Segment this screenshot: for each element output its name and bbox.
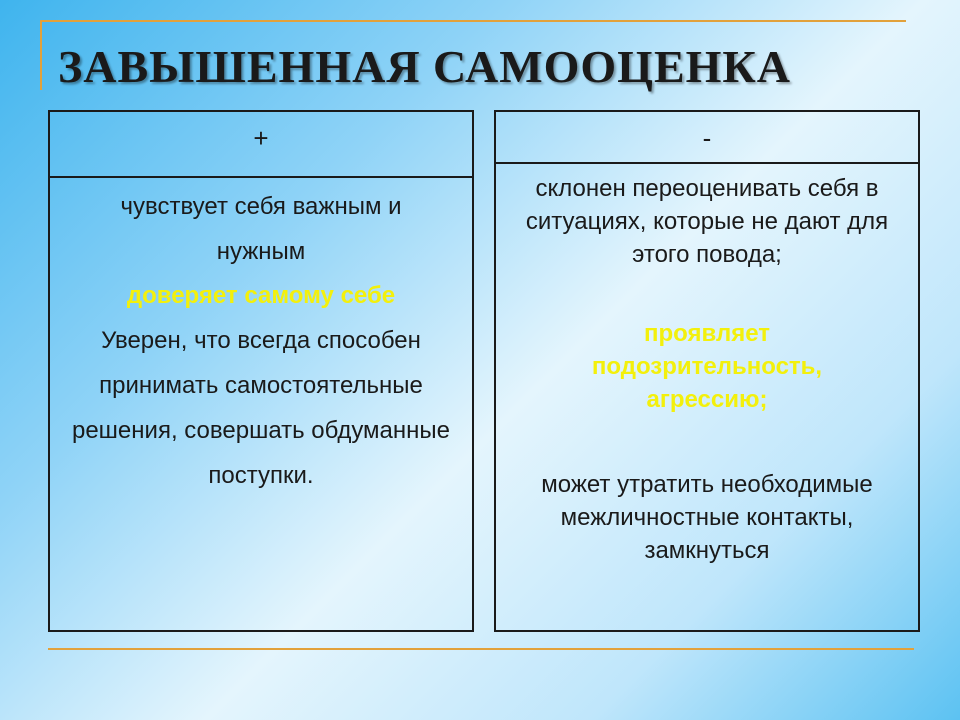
plus-header: + (50, 112, 472, 178)
plus-item-confident: Уверен, что всегда способен принимать самостоятельные решения, совершать обдуманные поступки. (71, 327, 451, 489)
minus-column (494, 110, 920, 632)
minus-item-lose-contacts: может утратить необходимые межличностные контакты, замкнуться (541, 471, 873, 564)
minus-body (496, 164, 918, 567)
decor-line-bottom (48, 648, 914, 650)
decor-line-top (40, 20, 906, 22)
minus-item-suspicion: проявляет подозрительность, агрессию; (591, 320, 823, 413)
plus-item-important: чувствует себя важным и нужным (120, 193, 402, 265)
decor-line-left (40, 20, 42, 90)
plus-item-self-trust: доверяет самому себе (126, 282, 396, 309)
minus-item-overestimate: склонен переоценивать себя в ситуациях, которые не дают для этого повода; (525, 175, 889, 268)
plus-body (50, 178, 472, 498)
plus-column (48, 110, 474, 632)
minus-header: - (496, 112, 918, 164)
page-title: ЗАВЫШЕННАЯ САМООЦЕНКА (58, 41, 791, 92)
